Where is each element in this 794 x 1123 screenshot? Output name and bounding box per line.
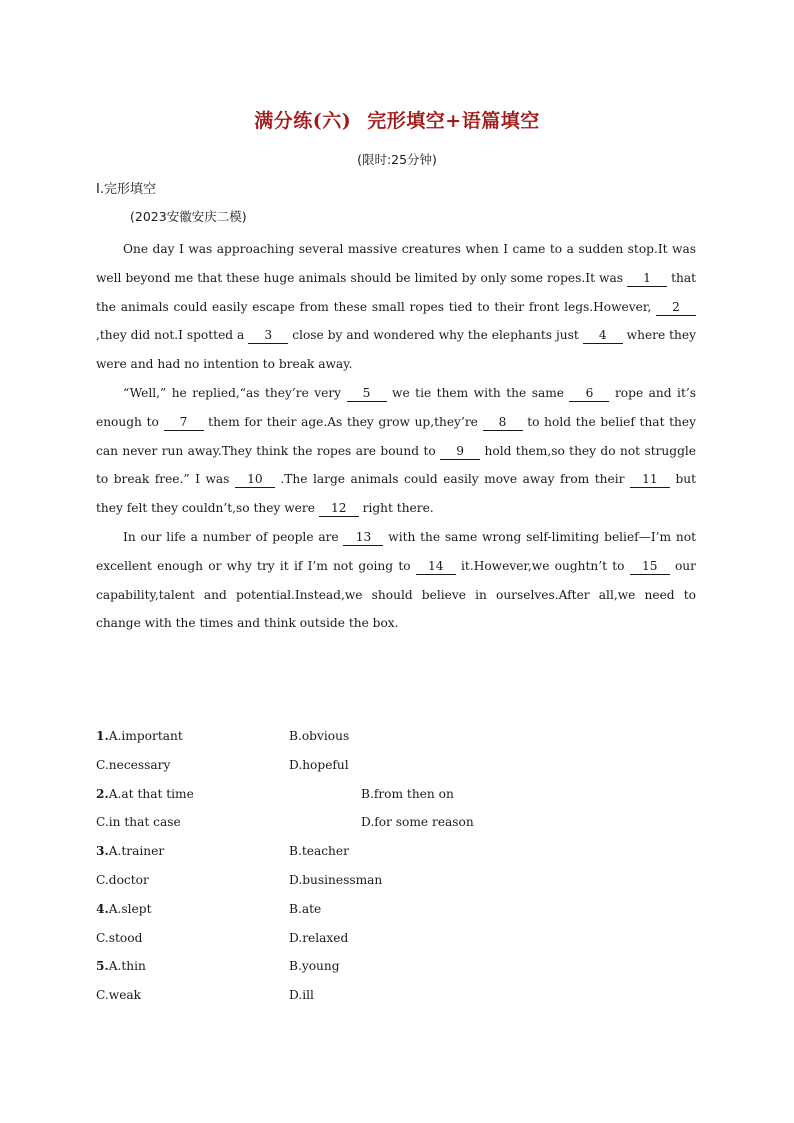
question-number: 1.: [96, 729, 109, 743]
blank-8[interactable]: 8: [483, 415, 523, 431]
blank-5[interactable]: 5: [347, 386, 387, 402]
passage-text: it.However,we oughtn’t to: [455, 558, 630, 573]
paragraph-3: [96, 523, 696, 638]
question-number: 4.: [96, 901, 109, 916]
page-title-sub: 完形填空+语篇填空: [367, 110, 540, 132]
option-text: A.trainer: [108, 844, 165, 859]
option-2d[interactable]: D.for some reason: [361, 815, 474, 830]
option-4a[interactable]: [96, 898, 151, 920]
blank-14[interactable]: 14: [416, 559, 456, 575]
time-limit: (限时:25分钟): [357, 152, 437, 167]
blank-13[interactable]: 13: [343, 530, 383, 546]
blank-11[interactable]: 11: [630, 472, 670, 488]
question-5-row-cd: [96, 984, 696, 1013]
question-number: 2.: [96, 786, 109, 801]
passage-text: where they were and had no intention to break away.: [96, 328, 697, 372]
cloze-passage: [96, 235, 696, 638]
option-1c[interactable]: C.necessary: [96, 757, 171, 772]
option-1b[interactable]: B.obvious: [289, 729, 350, 743]
question-2-row-ab: [96, 783, 696, 812]
option-4b[interactable]: B.ate: [289, 901, 322, 916]
option-4c[interactable]: C.stood: [96, 930, 143, 945]
option-5c[interactable]: C.weak: [96, 988, 142, 1003]
question-1-row-cd: [96, 754, 696, 783]
blank-3[interactable]: 3: [248, 328, 288, 344]
passage-text: to hold the belief that they can never run away.They think the ropes are bound to: [96, 414, 696, 458]
blank-15[interactable]: 15: [630, 559, 670, 575]
option-text: A.thin: [108, 959, 146, 974]
passage-text: “Well,” he replied,“as they’re very: [123, 385, 347, 400]
blank-1[interactable]: 1: [627, 271, 667, 287]
page-title-main: 满分练(六): [254, 110, 352, 132]
option-2c[interactable]: C.in that case: [96, 815, 181, 830]
option-1a[interactable]: [96, 725, 183, 747]
source-note: (2023安徽安庆二模): [130, 209, 247, 224]
option-text: A.slept: [108, 901, 152, 916]
passage-text: rope and it’s enough to: [96, 385, 696, 429]
blank-7[interactable]: 7: [164, 415, 204, 431]
question-4-row-ab: [96, 898, 696, 927]
passage-text: with the same wrong self-limiting belief—I’m not excellent enough or why try it if I’m not going to: [96, 529, 696, 573]
page-title: [0, 106, 794, 133]
blank-4[interactable]: 4: [583, 328, 623, 344]
blank-2[interactable]: 2: [656, 300, 696, 316]
passage-text: close by and wondered why the elephants just: [288, 328, 583, 343]
question-number: 5.: [96, 959, 109, 974]
passage-text: we tie them with the same: [386, 385, 570, 400]
passage-text: that the animals could easily escape from these small ropes tied to their front legs.However,: [96, 270, 696, 314]
option-3c[interactable]: C.doctor: [96, 872, 149, 887]
passage-text: hold them,so they do not struggle to break free.” I was: [96, 443, 696, 487]
blank-6[interactable]: 6: [569, 386, 609, 402]
passage-text: them for their age.As they grow up,they’re: [203, 414, 483, 429]
passage-text: right there.: [358, 501, 434, 516]
option-3d[interactable]: D.businessman: [289, 872, 383, 887]
paragraph-2: [96, 379, 696, 523]
question-4-row-cd: [96, 927, 696, 956]
section-heading: Ⅰ.完形填空: [96, 182, 156, 197]
passage-text: .The large animals could easily move away from their: [274, 472, 630, 487]
option-text: A.important: [108, 729, 183, 743]
option-2b[interactable]: B.from then on: [361, 786, 454, 801]
blank-9[interactable]: 9: [440, 444, 480, 460]
option-3b[interactable]: B.teacher: [289, 844, 349, 859]
answer-options: [96, 725, 696, 1013]
option-2a[interactable]: [96, 783, 194, 805]
option-4d[interactable]: D.relaxed: [289, 930, 349, 945]
question-3-row-cd: [96, 869, 696, 898]
passage-text: In our life a number of people are: [123, 529, 344, 544]
option-3a[interactable]: [96, 840, 164, 862]
option-5a[interactable]: [96, 955, 146, 977]
blank-10[interactable]: 10: [235, 472, 275, 488]
option-1d[interactable]: D.hopeful: [289, 757, 349, 772]
paragraph-1: [96, 235, 696, 379]
question-1-row-ab: [96, 725, 696, 754]
blank-12[interactable]: 12: [319, 501, 359, 517]
question-number: 3.: [96, 844, 109, 859]
option-5b[interactable]: B.young: [289, 959, 340, 974]
option-5d[interactable]: D.ill: [289, 988, 314, 1003]
question-2-row-cd: [96, 811, 696, 840]
passage-text: ,they did not.I spotted a: [96, 328, 249, 343]
question-5-row-ab: [96, 955, 696, 984]
option-text: A.at that time: [108, 786, 194, 801]
question-3-row-ab: [96, 840, 696, 869]
passage-text: our capability,talent and potential.Instead,we should believe in ourselves.After all,we need to change with the times and think outside the box.: [96, 558, 696, 631]
passage-text: but they felt they couldn’t,so they were: [96, 472, 696, 516]
passage-text: One day I was approaching several massive creatures when I came to a sudden stop.It was well beyond me that these huge animals should be limited by only some ropes.It was: [96, 242, 696, 285]
